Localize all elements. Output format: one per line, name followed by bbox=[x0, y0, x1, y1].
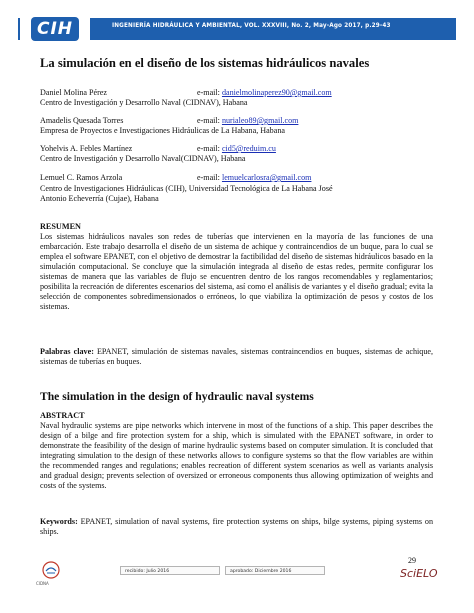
page-number: 29 bbox=[408, 556, 416, 565]
abstract-heading: ABSTRACT bbox=[40, 411, 85, 420]
author-email-row bbox=[197, 88, 332, 97]
email-label: e-mail: bbox=[197, 173, 220, 182]
resumen-heading: RESUMEN bbox=[40, 222, 81, 231]
palabras-clave-label: Palabras clave: bbox=[40, 347, 94, 356]
title-english: The simulation in the design of hydraulic naval systems bbox=[40, 390, 314, 403]
author-name: Yohelvis A. Febles Martínez bbox=[40, 144, 133, 153]
author-name: Lemuel C. Ramos Arzola bbox=[40, 173, 123, 182]
cidna-logo-icon bbox=[42, 561, 60, 579]
author-name: Daniel Molina Pérez bbox=[40, 88, 107, 97]
author-email-link[interactable]: nurialeo89@gmail.com bbox=[221, 116, 299, 125]
author-email-link[interactable]: lemuelcarlosra@gmail.com bbox=[221, 173, 312, 182]
author-affiliation: Empresa de Proyectos e Investigaciones Hidráulicas de La Habana, Habana bbox=[40, 126, 285, 135]
scielo-logo: SciELO bbox=[400, 567, 438, 580]
approved-date: aprobado: Diciembre 2016 bbox=[225, 566, 325, 575]
logo-text: CIH bbox=[31, 17, 79, 41]
author-affiliation: Centro de Investigación y Desarrollo Naval (CIDNAV), Habana bbox=[40, 98, 248, 107]
received-date: recibido: Julio 2016 bbox=[120, 566, 220, 575]
keywords-label: Keywords: bbox=[40, 517, 78, 526]
journal-info: INGENIERÍA HIDRÁULICA Y AMBIENTAL, VOL. XXXVIII, No. 2, May-Ago 2017, p.29-43 bbox=[112, 23, 391, 29]
palabras-clave bbox=[40, 347, 433, 367]
author-email-link[interactable]: cid5@reduim.cu bbox=[221, 144, 276, 153]
keywords-text: EPANET, simulation of naval systems, fire protection systems on ships, bilge systems, piping systems on ships. bbox=[40, 517, 433, 537]
palabras-clave-text: EPANET, simulación de sistemas navales, sistemas contraincendios en buques, sistemas de achique, sistemas de tuberías en buques. bbox=[40, 347, 433, 367]
author-affiliation: Centro de Investigación y Desarrollo Naval(CIDNAV), Habana bbox=[40, 154, 246, 163]
author-name: Amadelis Quesada Torres bbox=[40, 116, 124, 125]
title-spanish: La simulación en el diseño de los sistemas hidráulicos navales bbox=[40, 56, 370, 70]
author-email-link[interactable]: danielmolinaperez90@gmail.com bbox=[221, 88, 332, 97]
cidna-label: CIDNA bbox=[36, 581, 49, 586]
email-label: e-mail: bbox=[197, 116, 220, 125]
keywords bbox=[40, 517, 433, 537]
email-label: e-mail: bbox=[197, 88, 220, 97]
journal-logo bbox=[20, 14, 90, 44]
author-email-row bbox=[197, 144, 276, 153]
author-affiliation: Antonio Echeverría (Cujae), Habana bbox=[40, 194, 159, 203]
author-affiliation: Centro de Investigaciones Hidráulicas (CIH), Universidad Tecnológica de La Habana José bbox=[40, 184, 333, 193]
abstract-text: Naval hydraulic systems are pipe networks which intervene in most of the functions of a ship. This paper describes the design of a bilge and fire protection system for a ship, which is simulated with the EPANET software, in order to demonstrate the feasibility of the design of marine hydraulic systems based on computer simulation. It is concluded that integrating simulation to the design of these networks allows to configure systems so that the flow variables are within the recommended ranges and regulations; enables recreation of different system scenarios as well as variants analysis and gradual design; prevents selection of oversized or erroneous components thus allowing optimization of weights and costs of the systems. bbox=[40, 421, 433, 491]
resumen-text: Los sistemas hidráulicos navales son redes de tuberías que intervienen en la mayoría de las funciones de una embarcación. Este trabajo desarrolla el diseño de un sistema de achique y contraincendios de un buque, para lo cual se emplea el software EPANET, con el objetivo de demostrar la factibilidad del diseño de sistemas hidráulicos basado en la simulación computacional. Se concluye que la simulación integrada al diseño de estas redes, permite configurar los sistemas de manera que las variables de flujo se encuentren dentro de los rangos recomendables y reglamentarios; posibilita la recreación de diferentes escenarios del sistema, así como el análisis de variantes y el diseño gradual; evita la selección de componentes sobredimensionados o erróneos, lo que viabiliza la optimización de pesos y costos de los sistemas. bbox=[40, 232, 433, 312]
email-label: e-mail: bbox=[197, 144, 220, 153]
author-email-row bbox=[197, 116, 298, 125]
author-email-row bbox=[197, 173, 311, 182]
